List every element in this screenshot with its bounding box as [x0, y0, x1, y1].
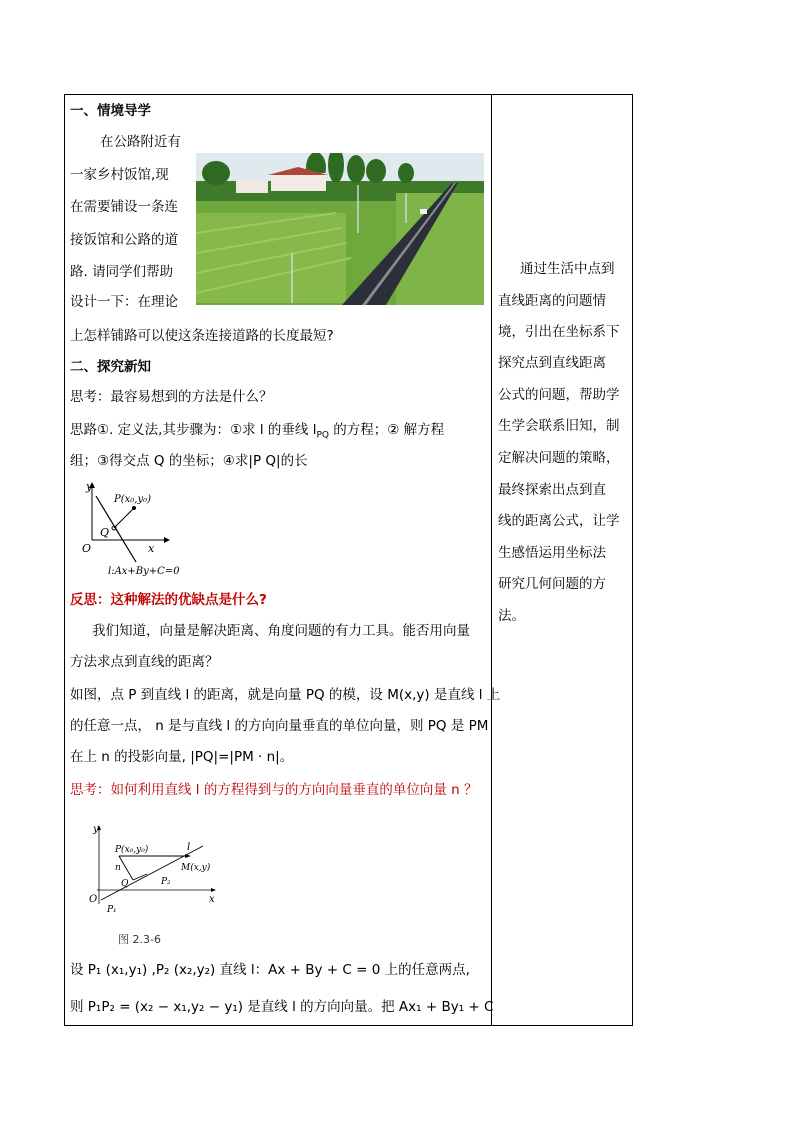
fig1-origin-label: O	[82, 542, 92, 555]
fig2-p-label: P(x₀,y₀)	[115, 845, 149, 855]
fig1-line-equation: l:Ax+By+C=0	[108, 566, 180, 577]
note-line-12: 法。	[498, 608, 525, 624]
figure-caption: 图 2.3-6	[118, 933, 161, 946]
intro-line-1: 在公路附近有	[100, 134, 181, 150]
intro-line-4: 接饭馆和公路的道	[70, 232, 178, 248]
think-question-1: 思考：最容易想到的方法是什么？	[70, 389, 273, 405]
fig2-q-label: Q	[121, 879, 129, 889]
vector-diagram	[85, 818, 225, 946]
road-photo	[196, 153, 484, 305]
vector-para-2-line-1: 如图，点 P 到直线 l 的距离，就是向量 PQ 的模，设 M(x,y) 是直线 l 上	[70, 687, 501, 703]
fig2-p2-label: P₂	[161, 877, 171, 887]
point-line-diagram	[78, 478, 188, 578]
fig2-line-label: l	[187, 842, 191, 853]
fig2-origin-label: O	[89, 894, 98, 905]
note-line-4: 探究点到直线距离	[498, 355, 606, 371]
fig2-m-label: M(x,y)	[181, 863, 211, 873]
vector-para-2-line-3: 在上 n 的投影向量, |PQ|=|PM · n|。	[70, 749, 294, 765]
column-divider	[491, 94, 492, 1026]
road-photo-graphic	[196, 153, 484, 305]
fig1-q-label: Q	[100, 526, 110, 539]
note-line-9: 线的距离公式，让学	[498, 513, 620, 529]
fig1-y-label: y	[86, 480, 93, 493]
intro-line-7: 上怎样铺路可以使这条连接道路的长度最短?	[70, 328, 334, 344]
intro-line-2: 一家乡村饭馆,现	[70, 167, 169, 183]
fig2-n-label: n	[115, 863, 121, 873]
section-heading-2: 二、探究新知	[70, 359, 151, 375]
idea-subscript: PQ	[316, 430, 329, 441]
reflect-question: 反思：这种解法的优缺点是什么?	[70, 592, 267, 608]
fig1-x-label: x	[148, 542, 155, 555]
note-line-6: 生学会联系旧知，制	[498, 418, 620, 434]
vector-para-1-line-2: 方法求点到直线的距离？	[70, 654, 219, 670]
vector-para-3-line-2: 则 P₁P₂ = (x₂ − x₁,y₂ − y₁) 是直线 l 的方向向量。把 Ax₁ + By₁ + C	[70, 999, 494, 1015]
note-line-7: 定解决问题的策略，	[498, 450, 620, 466]
intro-line-6: 设计一下：在理论	[70, 294, 178, 310]
note-line-11: 研究几何问题的方	[498, 576, 606, 592]
fig2-y-label: y	[93, 824, 99, 835]
idea-text-a: 思路①. 定义法,其步骤为：①求 l 的垂线 l	[70, 422, 317, 438]
vector-para-3-line-1: 设 P₁ (x₁,y₁) ,P₂ (x₂,y₂) 直线 l：Ax + By + C = 0 上的任意两点,	[70, 962, 470, 978]
idea-line-1	[70, 420, 444, 446]
note-line-8: 最终探索出点到直	[498, 482, 606, 498]
note-line-5: 公式的问题，帮助学	[498, 387, 620, 403]
fig2-p1-label: P₁	[107, 905, 117, 915]
intro-line-3: 在需要铺设一条连	[70, 199, 178, 215]
note-line-3: 境，引出在坐标系下	[498, 324, 620, 340]
vector-para-1-line-1: 我们知道，向量是解决距离、角度问题的有力工具。能否用向量	[92, 623, 470, 639]
note-line-1: 通过生活中点到	[520, 261, 615, 277]
note-line-10: 生感悟运用坐标法	[498, 545, 606, 561]
vector-para-2-line-2: 的任意一点， n 是与直线 l 的方向向量垂直的单位向量，则 PQ 是 PM	[70, 718, 489, 734]
fig2-x-label: x	[209, 894, 215, 905]
think-question-2: 思考：如何利用直线 l 的方程得到与的方向向量垂直的单位向量 n ？	[70, 782, 478, 798]
fig1-p-label: P(x₀,y₀)	[114, 494, 152, 505]
idea-text-b: 的方程；② 解方程	[328, 422, 445, 438]
intro-line-5: 路. 请同学们帮助	[70, 264, 174, 280]
idea-line-2: 组；③得交点 Q 的坐标；④求|P Q|的长	[70, 453, 308, 469]
section-heading-1: 一、情境导学	[70, 103, 151, 119]
note-line-2: 直线距离的问题情	[498, 293, 606, 309]
